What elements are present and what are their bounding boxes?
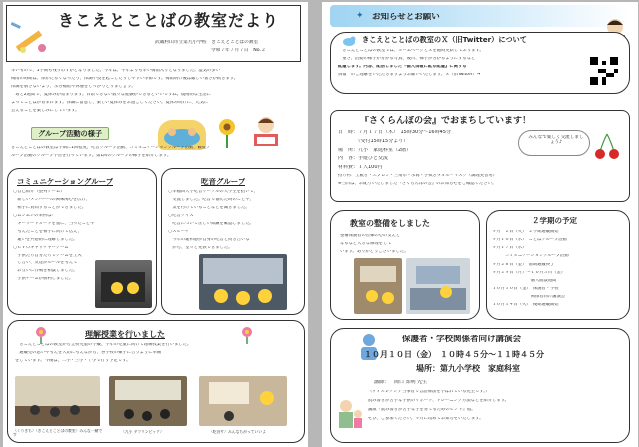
sakuranbo-line: 場 所：九小 家庭科室（2階） xyxy=(338,147,412,153)
classroom-photo-2 xyxy=(406,258,470,314)
lesson-caption-2: 〈九小 デフリンピック〉 xyxy=(121,430,164,434)
schedule-item: ９月１０日（水） ことばグループ活動 xyxy=(492,238,567,243)
lecture-speaker-label: 講師： xyxy=(374,380,390,385)
lesson-caption-3: 〈吃音サ〉みんなちがっていいよ xyxy=(209,430,266,434)
lecture-body xyxy=(368,390,623,422)
comm-line: 考えたことを相手に向けて伝え、 xyxy=(13,229,83,234)
sakuranbo-line: （受付15時15分より） xyxy=(338,138,409,144)
newsletter-title: きこえとことばの教室だより xyxy=(58,12,280,30)
intro-line: あと2週間で、夏休みが始まります。日頃できない数々な経験ができるといいですね。規則的な生活に xyxy=(11,92,211,97)
intro-line: 体調を崩さないよう、水分補給や休養をしっかりとりましょう。 xyxy=(11,84,136,89)
stutter-line: 交流しました。吃音で悩んだ時のことや、 xyxy=(168,197,254,202)
notice-heading: お知らせとお願い xyxy=(372,13,440,22)
lesson-photo-1 xyxy=(15,376,100,426)
schedule-item: １０月１４日（火） 後期通級開始 xyxy=(492,303,559,308)
stutter-line: 〇早稲田大学吃音サークルの大学生を招いて、 xyxy=(168,190,259,194)
twitter-line: 重さ、活動の様子が分かる写真、後日、様子が分かるようにするなど xyxy=(338,56,476,61)
understanding-lesson-title: 理解授業を行いました xyxy=(85,330,165,339)
twitter-info-title: きこえとことばの教室のＸ（旧Twitter）について xyxy=(362,36,527,44)
lesson-photo-2 xyxy=(109,376,187,426)
schedule-item: ９月１７日（水） xyxy=(492,246,527,251)
stutter-line: がら、堂々と発表できました。 xyxy=(168,245,233,250)
stutter-line: 〇スピーチ xyxy=(168,229,190,234)
stutter-group-photo xyxy=(199,254,287,310)
sakuranbo-line: 持ち物：上履き・エプロン・三角巾・水筒・手拭きタオル・マスク（調理実習用） xyxy=(338,173,497,178)
room-line: 整備保護者の皆様の心の支えと xyxy=(340,234,401,238)
comm-line: 〇ＵＦＯキャッチャーゲーム xyxy=(13,245,69,250)
communication-group-title: コミュニケーショングループ xyxy=(17,178,114,186)
comm-line: 新しいメンバーへの興味関心を広げ、 xyxy=(13,197,90,202)
stutter-line: 今年の違和感が自身の吃音と向き合いな xyxy=(168,237,250,242)
school-name: 武蔵村山市立第九小学校 きこえとことばの教室 xyxy=(155,40,259,45)
group-intro-line: ループ活動のグループ学習を行っています。第1回のグループの様子を紹介します。 xyxy=(11,153,172,158)
qr-code-icon[interactable] xyxy=(590,57,618,89)
sakuranbo-title: 『さくらんぼの会』でおまちしています！ xyxy=(360,116,532,126)
sakuranbo-line: ※当日は、お配りいたしました『さくらんぼの会』のお知らせをご確認ください。 xyxy=(338,181,497,186)
schedule-item: ９月 ２日（火） ２学期通級開始 xyxy=(492,230,559,234)
comm-line: キーワードカードを基に、当ったことや xyxy=(13,221,95,226)
intro-line: 梅雨の時期は、体がだるくなったり、体調不良を起こしたりしやすい季節です。梅雨明け後は厳しい暑さが続きます。 xyxy=(11,76,239,81)
lecture-title: 保護者・学校関係者向け講演会 xyxy=(402,335,522,344)
lecture-where: 場所：第九小学校 家庭科室 xyxy=(416,364,520,373)
twitter-line: きこえとことばの教室では、ホームページとＸを随時更新しております。 xyxy=(338,49,484,53)
lecture-line: 講演『読み書きが苦手な子を育てるためのヒント』他。 xyxy=(368,407,476,412)
understanding-lesson-body xyxy=(15,343,300,364)
stutter-line: 気を付けていることなどを聞きました。 xyxy=(168,205,250,210)
lecture-speaker: 岡口 知明 先生 xyxy=(394,380,428,385)
lesson-photo-3 xyxy=(199,376,287,426)
intro-line: よってことばが育まれます。体調に留意し、楽しい夏休みをお過ごしください。夏休み明けに、元気に xyxy=(11,100,209,105)
lecture-line: （ディスレクシア当事者で言語療法を学ばれている先生です。） xyxy=(368,390,490,394)
group-intro xyxy=(11,146,301,159)
newsletter-page-left xyxy=(3,2,308,447)
group-activity-heading xyxy=(31,127,109,140)
newsletter-page-right xyxy=(322,2,638,447)
lecture-line: ぜひ、ご参加ください。９月に改めてお知らせいたします。 xyxy=(368,416,484,421)
stutter-group-body xyxy=(168,190,300,251)
comm-line: 子供チームが勝利しました。 xyxy=(13,277,74,282)
lesson-line: 通級児の思いや考えを大切に考えながら、各学校の様子に合うように準備 xyxy=(15,350,162,355)
stutter-line: 〇吃音クイズ xyxy=(168,213,194,218)
lesson-line: をしています。今後は、二小・三小・十小で行う予定です。 xyxy=(15,358,131,363)
schedule-item: ９月２６日（金） 前期通級終了 xyxy=(492,262,555,267)
group-activity-heading-text: グループ活動の様子 xyxy=(38,130,103,138)
comm-line: 〇自己紹介（整列ゲーム） xyxy=(13,190,65,194)
stutter-group-title: 吃音グループ xyxy=(201,178,246,186)
twitter-info-body xyxy=(338,49,578,78)
cherry-icon xyxy=(594,132,620,164)
lecture-line: 読み書きが苦手な子供のサポート、トレーニング方法などを紹介します。 xyxy=(368,398,509,403)
twitter-line: 配慮します。内容、配信しました『個人情報に配る配慮』に関する xyxy=(338,64,467,69)
ufo-game-photo xyxy=(95,260,152,308)
lesson-caption-1: 〈くりきち〉〈きこえとことばの教室〉みんな一緒です xyxy=(13,429,103,438)
schedule-item: ９月２９日（月）～１０月３日（金） xyxy=(492,270,566,275)
schedule-item: 関係者向け講演会 xyxy=(492,295,566,299)
comm-line: 相手に質問することができました。 xyxy=(13,205,87,210)
comm-line: お互いに作戦を相談しました。 xyxy=(13,269,78,274)
group-intro-line: きこえとことばの教室は学期に1回程度、吃音グループ活動、コミュニケーショングループ活動、観覧グ xyxy=(11,146,211,150)
schedule-title: ２学期の予定 xyxy=(532,217,577,225)
classroom-maintenance-title: 教室の整備をしました xyxy=(350,219,430,228)
cherry-speech-bubble xyxy=(518,130,590,156)
comm-line: 〇ムシムシの果物は？ xyxy=(13,213,56,218)
lesson-line: きこえとことばの教室から全校児童の学級、学年の児童に向けて理解授業を行いました。 xyxy=(15,343,192,347)
sakuranbo-line: 内 容：手遊びと交流 xyxy=(338,156,389,162)
schedule-list xyxy=(492,230,626,308)
issue-date: 令和７年７月７日 No.２ xyxy=(211,48,266,53)
twitter-line: 情報 のご理解をいただきますようお願いいたします。Ｘ（旧Twitter）→ xyxy=(338,72,481,77)
classroom-photo-1 xyxy=(354,258,402,314)
schedule-item: １０月１０日（金） 保護者・学校 xyxy=(492,286,559,291)
teacher-with-child-icon xyxy=(336,398,364,432)
person-lecture-icon xyxy=(358,332,380,364)
comm-line: 子供たち自分たちでゲームを工夫 xyxy=(13,253,82,258)
schedule-item: コミュニケーショングループ活動 xyxy=(492,254,569,259)
stutter-line: 吃音について正しい知識を確認しました。 xyxy=(168,221,254,226)
intro-paragraph xyxy=(11,69,301,114)
cherry-speech-text: みんなで楽しく交流しましょう♪ xyxy=(528,135,584,146)
star-icon: ✦ xyxy=(356,11,364,21)
comm-line: し合い、友達がルールを考えて xyxy=(13,261,78,266)
comm-line: 違いを共感的に理解しました。 xyxy=(13,237,78,242)
intro-line: 会えることを楽しみにしています。 xyxy=(11,108,80,113)
room-line: います。ありがとうございました。 xyxy=(340,249,409,254)
intro-line: 早いもので、1学期も残りわずかとなりました。今年は、平年よりも早い梅雨入りとなりました。湿気の多い xyxy=(11,69,220,73)
sakuranbo-line: 日 時：７月１７日（木） 15時30分～16時45分 xyxy=(338,130,451,135)
sakuranbo-line: 材料費：１人100円 xyxy=(338,165,383,170)
classroom-maintenance-body xyxy=(340,234,470,255)
lecture-when: １０月１０日（金） １０時４５分～１１時４５分 xyxy=(364,350,544,359)
schedule-item: 個人面談週間 xyxy=(492,278,557,283)
room-line: なるなど大きな修理をして xyxy=(340,241,392,246)
pencil-icon xyxy=(11,18,51,60)
